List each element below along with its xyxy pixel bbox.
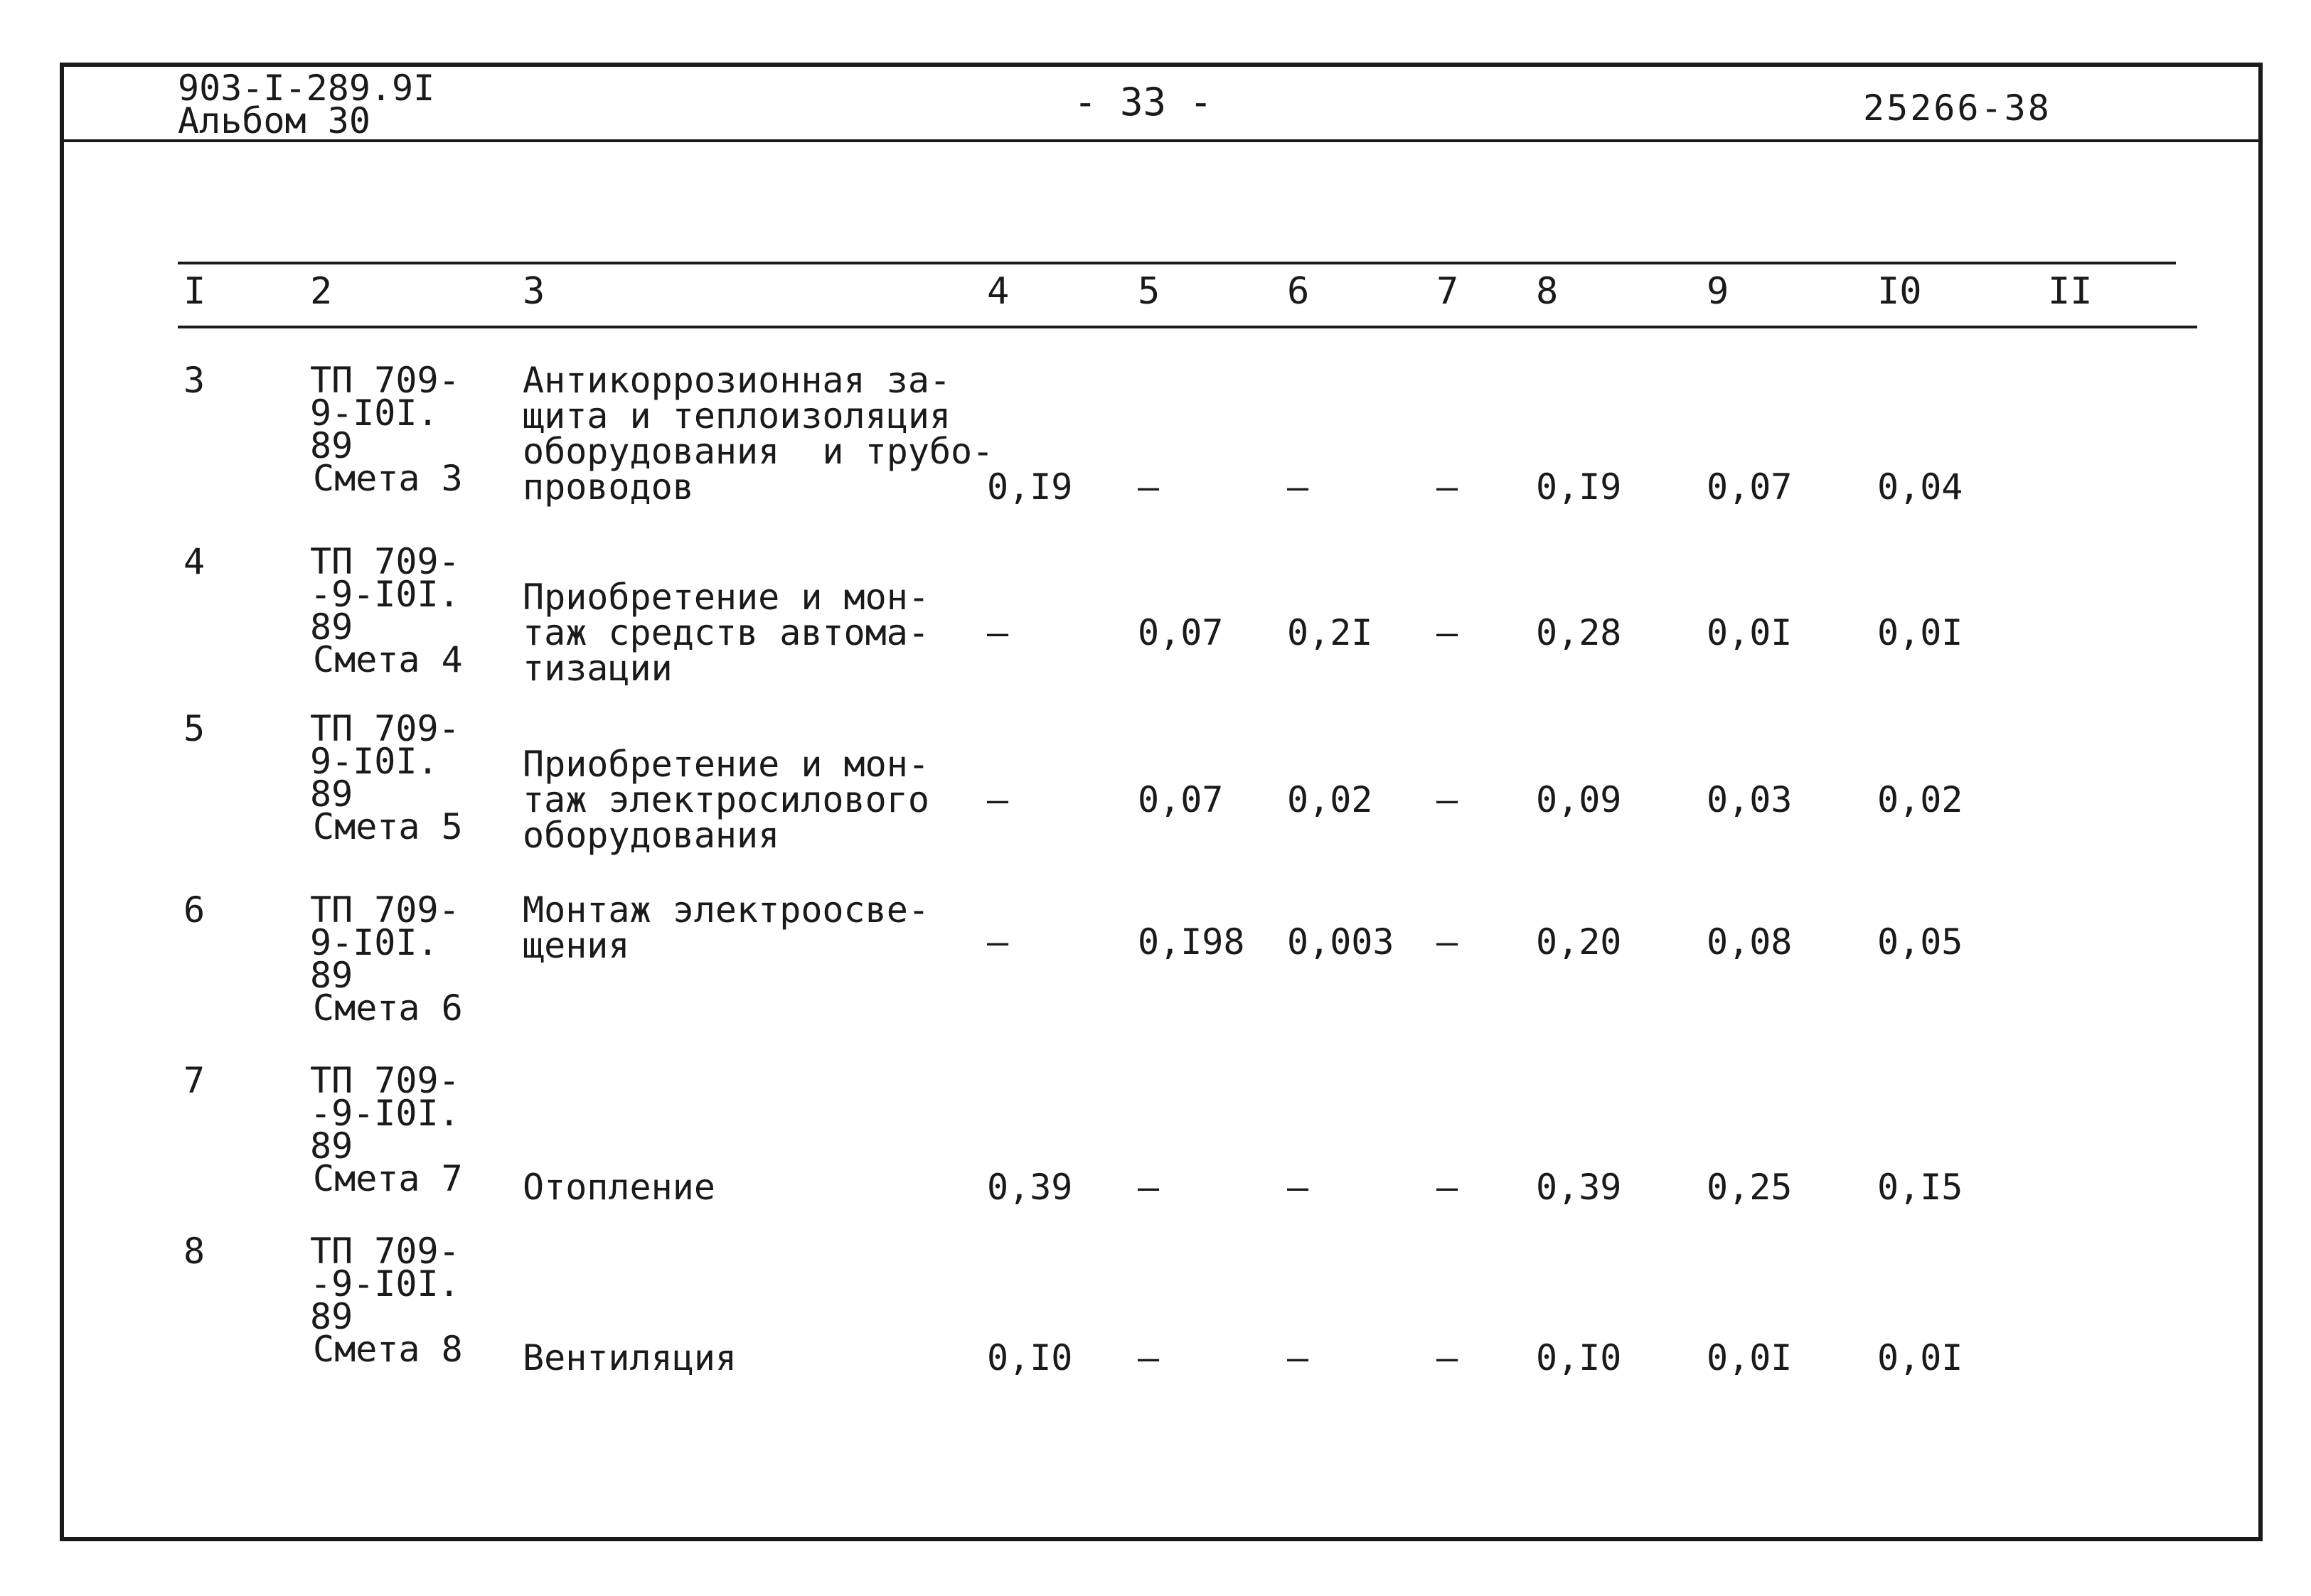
value-c7: – <box>1436 466 1458 508</box>
column-header-1: I <box>183 270 206 313</box>
value-c4: – <box>987 779 1009 820</box>
value-c4: – <box>987 921 1009 963</box>
value-c6: 0,2I <box>1287 612 1373 653</box>
column-header-4: 4 <box>987 270 1010 313</box>
value-c9: 0,0I <box>1707 1337 1793 1378</box>
row-number: 7 <box>183 1060 206 1101</box>
estimate-reference-line: ТП 709- <box>310 541 460 582</box>
column-header-9: 9 <box>1707 270 1729 313</box>
value-c9: 0,07 <box>1707 466 1793 508</box>
album-label: Альбом 30 <box>178 100 370 141</box>
value-c8: 0,I9 <box>1536 466 1622 508</box>
work-description-line: Отопление <box>523 1167 715 1208</box>
work-description-line: оборудования и трубо- <box>523 431 994 472</box>
value-c6: 0,003 <box>1287 921 1394 963</box>
value-c7: – <box>1436 921 1458 963</box>
value-c8: 0,09 <box>1536 779 1622 820</box>
column-header-10: I0 <box>1877 270 1922 313</box>
estimate-reference-line: Смета 8 <box>313 1329 463 1370</box>
estimate-reference-line: Смета 7 <box>313 1158 463 1199</box>
estimate-reference-line: -9-I0I. <box>310 1263 460 1305</box>
estimate-reference-line: 9-I0I. <box>310 392 439 434</box>
estimate-reference-line: Смета 4 <box>313 639 463 680</box>
estimate-reference-line: ТП 709- <box>310 1231 460 1272</box>
estimate-reference-line: 89 <box>310 773 353 815</box>
value-c5: 0,07 <box>1138 779 1224 820</box>
work-description-line: оборудования <box>523 815 780 856</box>
column-header-6: 6 <box>1287 270 1310 313</box>
estimate-reference-line: ТП 709- <box>310 889 460 931</box>
value-c8: 0,39 <box>1536 1167 1622 1208</box>
row-number: 6 <box>183 889 206 931</box>
value-c7: – <box>1436 1337 1458 1378</box>
work-description-line: таж электросилового <box>523 779 929 820</box>
value-c9: 0,08 <box>1707 921 1793 963</box>
row-number: 4 <box>183 541 206 582</box>
value-c6: – <box>1287 1337 1309 1378</box>
value-c4: 0,39 <box>987 1167 1073 1208</box>
value-c10: 0,I5 <box>1877 1167 1963 1208</box>
value-c6: 0,02 <box>1287 779 1373 820</box>
row-number: 3 <box>183 360 206 401</box>
estimate-reference-line: 9-I0I. <box>310 922 439 963</box>
estimate-reference-line: 89 <box>310 1125 353 1167</box>
estimate-reference-line: 89 <box>310 955 353 996</box>
estimate-reference-line: 89 <box>310 606 353 648</box>
value-c10: 0,0I <box>1877 1337 1963 1378</box>
column-header-11: II <box>2048 270 2093 313</box>
value-c10: 0,0I <box>1877 612 1963 653</box>
work-description-line: Приобретение и мон- <box>523 577 929 618</box>
value-c8: 0,I0 <box>1536 1337 1622 1378</box>
estimate-reference-line: 9-I0I. <box>310 741 439 782</box>
table-header-rule <box>178 326 2197 328</box>
doc-number: 25266-38 <box>1863 87 2051 129</box>
value-c5: – <box>1138 1337 1160 1378</box>
header-divider <box>60 139 2263 142</box>
estimate-reference-line: Смета 3 <box>313 458 463 499</box>
work-description-line: щита и теплоизоляция <box>523 395 951 437</box>
value-c8: 0,28 <box>1536 612 1622 653</box>
value-c5: – <box>1138 1167 1160 1208</box>
value-c9: 0,0I <box>1707 612 1793 653</box>
value-c5: – <box>1138 466 1160 508</box>
value-c6: – <box>1287 466 1309 508</box>
estimate-reference-line: ТП 709- <box>310 708 460 749</box>
value-c4: 0,I9 <box>987 466 1073 508</box>
estimate-reference-line: -9-I0I. <box>310 574 460 615</box>
row-number: 5 <box>183 708 206 749</box>
work-description-line: Антикоррозионная за- <box>523 360 951 401</box>
value-c10: 0,04 <box>1877 466 1963 508</box>
column-header-8: 8 <box>1536 270 1559 313</box>
document-code: 903-I-289.9I <box>178 68 435 109</box>
work-description-line: Монтаж электроосве- <box>523 889 929 931</box>
column-header-7: 7 <box>1436 270 1459 313</box>
column-header-3: 3 <box>523 270 545 313</box>
value-c6: – <box>1287 1167 1309 1208</box>
value-c9: 0,25 <box>1707 1167 1793 1208</box>
estimate-reference-line: ТП 709- <box>310 1060 460 1101</box>
estimate-reference-line: Смета 6 <box>313 987 463 1029</box>
column-header-5: 5 <box>1138 270 1160 313</box>
value-c4: 0,I0 <box>987 1337 1073 1378</box>
estimate-reference-line: Смета 5 <box>313 806 463 847</box>
work-description-line: тизации <box>523 648 673 689</box>
value-c5: 0,I98 <box>1138 921 1245 963</box>
work-description-line: Вентиляция <box>523 1337 737 1378</box>
column-header-2: 2 <box>310 270 333 313</box>
value-c10: 0,02 <box>1877 779 1963 820</box>
value-c7: – <box>1436 612 1458 653</box>
page-number: - 33 - <box>1074 80 1213 124</box>
value-c4: – <box>987 612 1009 653</box>
value-c9: 0,03 <box>1707 779 1793 820</box>
row-number: 8 <box>183 1231 206 1272</box>
value-c8: 0,20 <box>1536 921 1622 963</box>
estimate-reference-line: 89 <box>310 1296 353 1337</box>
work-description-line: щения <box>523 925 630 966</box>
value-c5: 0,07 <box>1138 612 1224 653</box>
estimate-reference-line: ТП 709- <box>310 360 460 401</box>
table-top-rule <box>178 262 2176 264</box>
work-description-line: таж средств автома- <box>523 612 929 653</box>
estimate-reference-line: -9-I0I. <box>310 1093 460 1134</box>
estimate-reference-line: 89 <box>310 425 353 466</box>
value-c7: – <box>1436 1167 1458 1208</box>
work-description-line: Приобретение и мон- <box>523 744 929 785</box>
value-c7: – <box>1436 779 1458 820</box>
value-c10: 0,05 <box>1877 921 1963 963</box>
work-description-line: проводов <box>523 466 694 508</box>
